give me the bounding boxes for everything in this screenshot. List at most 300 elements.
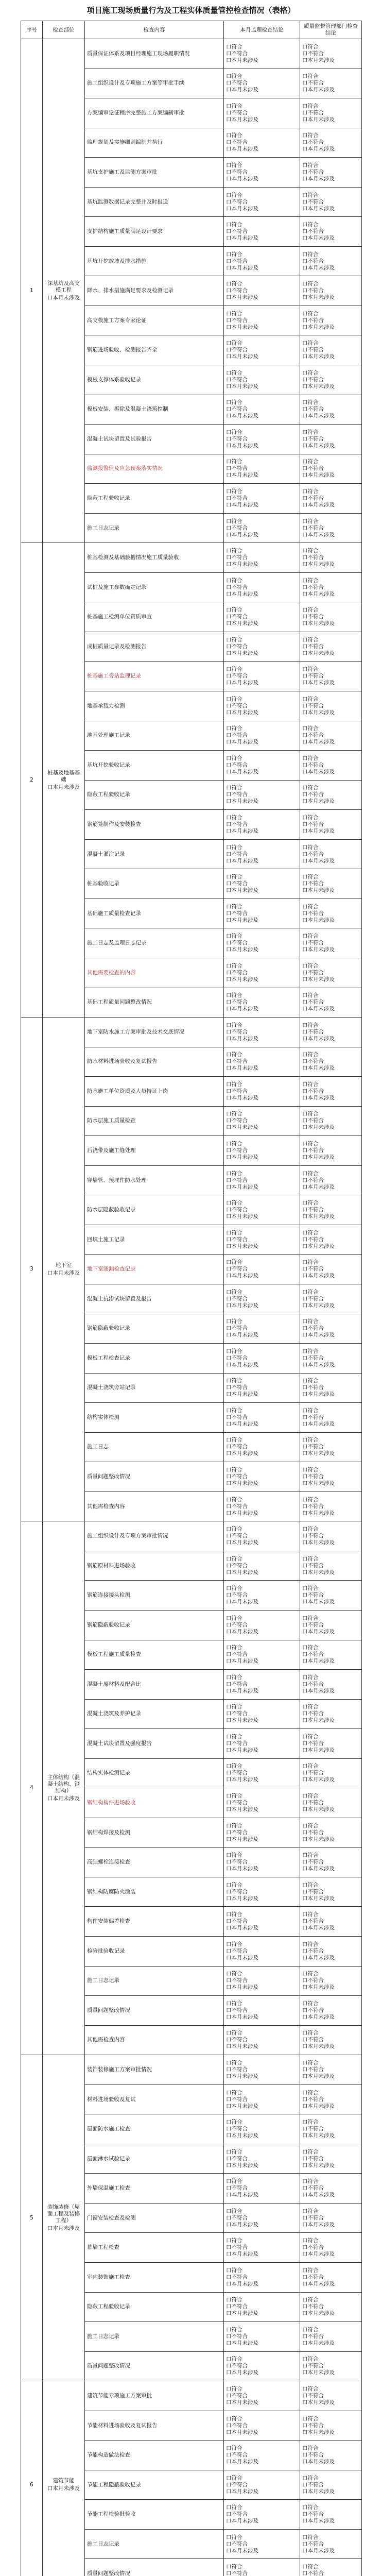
option-checkbox-bad[interactable]: 口不符合 <box>226 1800 248 1806</box>
section-part-option-checkbox[interactable]: 口本月未涉及 <box>47 295 80 301</box>
option-checkbox-ok[interactable]: 口符合 <box>226 2445 242 2452</box>
gov-option-checkbox-na[interactable]: 口本月未涉及 <box>302 709 335 716</box>
option-checkbox-ok[interactable]: 口符合 <box>226 2119 242 2126</box>
gov-option-checkbox-na[interactable]: 口本月未涉及 <box>302 2251 335 2258</box>
gov-option-checkbox-na[interactable]: 口本月未涉及 <box>302 2340 335 2346</box>
gov-option-checkbox-bad[interactable]: 口不符合 <box>302 1236 324 1243</box>
gov-option-checkbox-na[interactable]: 口本月未涉及 <box>302 146 335 152</box>
option-checkbox-ok[interactable]: 口符合 <box>226 518 242 524</box>
gov-option-checkbox-ok[interactable]: 口符合 <box>302 518 319 524</box>
option-checkbox-ok[interactable]: 口符合 <box>226 814 242 821</box>
option-checkbox-ok[interactable]: 口符合 <box>226 1437 242 1444</box>
option-checkbox-ok[interactable]: 口符合 <box>226 2148 242 2155</box>
option-checkbox-ok[interactable]: 口符合 <box>226 1081 242 1088</box>
option-checkbox-na[interactable]: 口本月未涉及 <box>226 1273 258 1279</box>
option-checkbox-na[interactable]: 口本月未涉及 <box>226 1747 258 1753</box>
gov-option-checkbox-bad[interactable]: 口不符合 <box>302 1977 324 1984</box>
gov-option-checkbox-na[interactable]: 口本月未涉及 <box>302 2073 335 2079</box>
gov-option-checkbox-na[interactable]: 口本月未涉及 <box>302 1391 335 1398</box>
option-checkbox-bad[interactable]: 口不符合 <box>226 1414 248 1420</box>
gov-option-checkbox-ok[interactable]: 口符合 <box>302 429 319 435</box>
gov-option-checkbox-bad[interactable]: 口不符合 <box>302 1592 324 1599</box>
gov-option-checkbox-ok[interactable]: 口符合 <box>302 1467 319 1473</box>
option-checkbox-na[interactable]: 口本月未涉及 <box>226 1569 258 1575</box>
gov-option-checkbox-bad[interactable]: 口不符合 <box>302 50 324 57</box>
option-checkbox-na[interactable]: 口本月未涉及 <box>226 768 258 775</box>
option-checkbox-bad[interactable]: 口不符合 <box>226 1740 248 1747</box>
gov-option-checkbox-ok[interactable]: 口符合 <box>302 636 319 643</box>
option-checkbox-na[interactable]: 口本月未涉及 <box>226 472 258 479</box>
option-checkbox-bad[interactable]: 口不符合 <box>226 1859 248 1866</box>
gov-option-checkbox-ok[interactable]: 口符合 <box>302 1615 319 1621</box>
gov-option-checkbox-bad[interactable]: 口不符合 <box>302 2274 324 2280</box>
option-checkbox-ok[interactable]: 口符合 <box>226 962 242 969</box>
gov-option-checkbox-bad[interactable]: 口不符合 <box>302 109 324 116</box>
option-checkbox-na[interactable]: 口本月未涉及 <box>226 1094 258 1101</box>
gov-option-checkbox-na[interactable]: 口本月未涉及 <box>302 1124 335 1131</box>
section-part-option-checkbox[interactable]: 口本月未涉及 <box>47 1795 80 1802</box>
gov-option-checkbox-bad[interactable]: 口不符合 <box>302 406 324 413</box>
gov-option-checkbox-bad[interactable]: 口不符合 <box>302 584 324 590</box>
option-checkbox-na[interactable]: 口本月未涉及 <box>226 1420 258 1427</box>
option-checkbox-bad[interactable]: 口不符合 <box>226 1028 248 1035</box>
gov-option-checkbox-ok[interactable]: 口符合 <box>302 666 319 673</box>
option-checkbox-na[interactable]: 口本月未涉及 <box>226 680 258 686</box>
gov-option-checkbox-bad[interactable]: 口不符合 <box>302 554 324 561</box>
option-checkbox-ok[interactable]: 口符合 <box>226 2000 242 2007</box>
gov-option-checkbox-ok[interactable]: 口符合 <box>302 2385 319 2392</box>
gov-option-checkbox-bad[interactable]: 口不符合 <box>302 910 324 917</box>
gov-option-checkbox-ok[interactable]: 口符合 <box>302 459 319 465</box>
option-checkbox-ok[interactable]: 口符合 <box>226 1407 242 1414</box>
gov-option-checkbox-bad[interactable]: 口不符合 <box>302 1947 324 1954</box>
gov-option-checkbox-bad[interactable]: 口不符合 <box>302 80 324 87</box>
gov-option-checkbox-na[interactable]: 口本月未涉及 <box>302 1420 335 1427</box>
gov-option-checkbox-ok[interactable]: 口符合 <box>302 2445 319 2452</box>
option-checkbox-na[interactable]: 口本月未涉及 <box>226 2459 258 2465</box>
option-checkbox-ok[interactable]: 口符合 <box>226 73 242 80</box>
option-checkbox-ok[interactable]: 口符合 <box>226 1289 242 1295</box>
gov-option-checkbox-bad[interactable]: 口不符合 <box>302 1800 324 1806</box>
gov-option-checkbox-bad[interactable]: 口不符合 <box>302 1295 324 1302</box>
option-checkbox-na[interactable]: 口本月未涉及 <box>226 887 258 894</box>
option-checkbox-bad[interactable]: 口不符合 <box>226 1325 248 1332</box>
gov-option-checkbox-ok[interactable]: 口符合 <box>302 340 319 347</box>
gov-option-checkbox-ok[interactable]: 口符合 <box>302 577 319 584</box>
option-checkbox-na[interactable]: 口本月未涉及 <box>226 175 258 182</box>
gov-option-checkbox-na[interactable]: 口本月未涉及 <box>302 501 335 508</box>
gov-option-checkbox-ok[interactable]: 口符合 <box>302 903 319 910</box>
gov-option-checkbox-na[interactable]: 口本月未涉及 <box>302 590 335 597</box>
option-checkbox-na[interactable]: 口本月未涉及 <box>226 264 258 271</box>
gov-option-checkbox-ok[interactable]: 口符合 <box>302 2238 319 2244</box>
gov-option-checkbox-bad[interactable]: 口不符合 <box>302 1266 324 1273</box>
gov-option-checkbox-na[interactable]: 口本月未涉及 <box>302 235 335 242</box>
gov-option-checkbox-na[interactable]: 口本月未涉及 <box>302 2221 335 2228</box>
option-checkbox-bad[interactable]: 口不符合 <box>226 2363 248 2369</box>
gov-option-checkbox-na[interactable]: 口本月未涉及 <box>302 2043 335 2050</box>
option-checkbox-bad[interactable]: 口不符合 <box>226 376 248 383</box>
option-checkbox-bad[interactable]: 口不符合 <box>226 406 248 413</box>
gov-option-checkbox-bad[interactable]: 口不符合 <box>302 1028 324 1035</box>
gov-option-checkbox-ok[interactable]: 口符合 <box>302 488 319 495</box>
option-checkbox-ok[interactable]: 口符合 <box>226 577 242 584</box>
gov-option-checkbox-na[interactable]: 口本月未涉及 <box>302 1599 335 1605</box>
option-checkbox-ok[interactable]: 口符合 <box>226 103 242 109</box>
gov-option-checkbox-bad[interactable]: 口不符合 <box>302 1117 324 1124</box>
gov-option-checkbox-na[interactable]: 口本月未涉及 <box>302 383 335 389</box>
gov-option-checkbox-na[interactable]: 口本月未涉及 <box>302 1717 335 1724</box>
gov-option-checkbox-bad[interactable]: 口不符合 <box>302 1444 324 1450</box>
gov-option-checkbox-na[interactable]: 口本月未涉及 <box>302 2103 335 2109</box>
option-checkbox-ok[interactable]: 口符合 <box>226 369 242 376</box>
gov-option-checkbox-ok[interactable]: 口符合 <box>302 310 319 317</box>
gov-option-checkbox-bad[interactable]: 口不符合 <box>302 168 324 175</box>
gov-option-checkbox-ok[interactable]: 口符合 <box>302 1289 319 1295</box>
gov-option-checkbox-bad[interactable]: 口不符合 <box>302 228 324 235</box>
gov-option-checkbox-ok[interactable]: 口符合 <box>302 1378 319 1384</box>
gov-option-checkbox-ok[interactable]: 口符合 <box>302 1585 319 1592</box>
option-checkbox-ok[interactable]: 口符合 <box>226 2089 242 2096</box>
option-checkbox-na[interactable]: 口本月未涉及 <box>226 1776 258 1783</box>
gov-option-checkbox-ok[interactable]: 口符合 <box>302 962 319 969</box>
option-checkbox-na[interactable]: 口本月未涉及 <box>226 1895 258 1902</box>
option-checkbox-bad[interactable]: 口不符合 <box>226 198 248 205</box>
option-checkbox-ok[interactable]: 口符合 <box>226 1763 242 1770</box>
gov-option-checkbox-na[interactable]: 口本月未涉及 <box>302 650 335 656</box>
option-checkbox-ok[interactable]: 口符合 <box>226 903 242 910</box>
gov-option-checkbox-na[interactable]: 口本月未涉及 <box>302 1539 335 1546</box>
gov-option-checkbox-bad[interactable]: 口不符合 <box>302 2096 324 2103</box>
option-checkbox-na[interactable]: 口本月未涉及 <box>226 976 258 982</box>
option-checkbox-na[interactable]: 口本月未涉及 <box>226 383 258 389</box>
gov-option-checkbox-na[interactable]: 口本月未涉及 <box>302 116 335 123</box>
option-checkbox-bad[interactable]: 口不符合 <box>226 1710 248 1717</box>
gov-option-checkbox-ok[interactable]: 口符合 <box>302 1763 319 1770</box>
gov-option-checkbox-bad[interactable]: 口不符合 <box>302 2570 324 2576</box>
gov-option-checkbox-ok[interactable]: 口符合 <box>302 1911 319 1918</box>
option-checkbox-ok[interactable]: 口符合 <box>226 1259 242 1266</box>
gov-option-checkbox-na[interactable]: 口本月未涉及 <box>302 531 335 538</box>
option-checkbox-na[interactable]: 口本月未涉及 <box>226 1984 258 1991</box>
gov-option-checkbox-na[interactable]: 口本月未涉及 <box>302 1302 335 1309</box>
gov-option-checkbox-ok[interactable]: 口符合 <box>302 2267 319 2274</box>
option-checkbox-ok[interactable]: 口符合 <box>226 1882 242 1888</box>
option-checkbox-bad[interactable]: 口不符合 <box>226 2126 248 2132</box>
gov-option-checkbox-ok[interactable]: 口符合 <box>302 1407 319 1414</box>
gov-option-checkbox-ok[interactable]: 口符合 <box>302 1229 319 1236</box>
option-checkbox-na[interactable]: 口本月未涉及 <box>226 2369 258 2376</box>
option-checkbox-na[interactable]: 口本月未涉及 <box>226 353 258 360</box>
option-checkbox-bad[interactable]: 口不符合 <box>226 228 248 235</box>
option-checkbox-na[interactable]: 口本月未涉及 <box>226 709 258 716</box>
gov-option-checkbox-bad[interactable]: 口不符合 <box>302 1710 324 1717</box>
option-checkbox-bad[interactable]: 口不符合 <box>226 1088 248 1094</box>
option-checkbox-bad[interactable]: 口不符合 <box>226 554 248 561</box>
gov-option-checkbox-ok[interactable]: 口符合 <box>302 2148 319 2155</box>
gov-option-checkbox-na[interactable]: 口本月未涉及 <box>302 1836 335 1842</box>
gov-option-checkbox-bad[interactable]: 口不符合 <box>302 1888 324 1895</box>
option-checkbox-na[interactable]: 口本月未涉及 <box>226 1539 258 1546</box>
gov-option-checkbox-bad[interactable]: 口不符合 <box>302 1503 324 1510</box>
option-checkbox-bad[interactable]: 口不符合 <box>226 821 248 827</box>
option-checkbox-bad[interactable]: 口不符合 <box>226 584 248 590</box>
option-checkbox-ok[interactable]: 口符合 <box>226 2267 242 2274</box>
option-checkbox-bad[interactable]: 口不符合 <box>226 1236 248 1243</box>
gov-option-checkbox-na[interactable]: 口本月未涉及 <box>302 561 335 568</box>
option-checkbox-bad[interactable]: 口不符合 <box>226 1681 248 1687</box>
option-checkbox-na[interactable]: 口本月未涉及 <box>226 1836 258 1842</box>
option-checkbox-ok[interactable]: 口符合 <box>226 1348 242 1354</box>
gov-option-checkbox-na[interactable]: 口本月未涉及 <box>302 1747 335 1753</box>
option-checkbox-ok[interactable]: 口符合 <box>226 459 242 465</box>
option-checkbox-bad[interactable]: 口不符合 <box>226 1473 248 1480</box>
gov-option-checkbox-bad[interactable]: 口不符合 <box>302 2066 324 2073</box>
option-checkbox-bad[interactable]: 口不符合 <box>226 2333 248 2340</box>
option-checkbox-na[interactable]: 口本月未涉及 <box>226 146 258 152</box>
gov-option-checkbox-na[interactable]: 口本月未涉及 <box>302 1895 335 1902</box>
gov-option-checkbox-bad[interactable]: 口不符合 <box>302 1681 324 1687</box>
option-checkbox-bad[interactable]: 口不符合 <box>226 702 248 709</box>
option-checkbox-ok[interactable]: 口符合 <box>226 696 242 702</box>
option-checkbox-bad[interactable]: 口不符合 <box>226 1384 248 1391</box>
option-checkbox-na[interactable]: 口本月未涉及 <box>226 413 258 419</box>
option-checkbox-na[interactable]: 口本月未涉及 <box>226 2073 258 2079</box>
gov-option-checkbox-ok[interactable]: 口符合 <box>302 2119 319 2126</box>
gov-option-checkbox-ok[interactable]: 口符合 <box>302 281 319 287</box>
gov-option-checkbox-bad[interactable]: 口不符合 <box>302 1621 324 1628</box>
gov-option-checkbox-ok[interactable]: 口符合 <box>302 933 319 940</box>
option-checkbox-na[interactable]: 口本月未涉及 <box>226 1717 258 1724</box>
gov-option-checkbox-na[interactable]: 口本月未涉及 <box>302 946 335 953</box>
option-checkbox-bad[interactable]: 口不符合 <box>226 2303 248 2310</box>
gov-option-checkbox-na[interactable]: 口本月未涉及 <box>302 1569 335 1575</box>
option-checkbox-ok[interactable]: 口符合 <box>226 340 242 347</box>
option-checkbox-na[interactable]: 口本月未涉及 <box>226 1361 258 1368</box>
gov-option-checkbox-ok[interactable]: 口符合 <box>302 874 319 880</box>
option-checkbox-bad[interactable]: 口不符合 <box>226 435 248 442</box>
option-checkbox-na[interactable]: 口本月未涉及 <box>226 827 258 834</box>
option-checkbox-na[interactable]: 口本月未涉及 <box>226 2251 258 2258</box>
option-checkbox-ok[interactable]: 口符合 <box>226 1822 242 1829</box>
option-checkbox-ok[interactable]: 口符合 <box>226 844 242 851</box>
option-checkbox-na[interactable]: 口本月未涉及 <box>226 1006 258 1012</box>
option-checkbox-ok[interactable]: 口符合 <box>226 1022 242 1028</box>
gov-option-checkbox-na[interactable]: 口本月未涉及 <box>302 472 335 479</box>
option-checkbox-bad[interactable]: 口不符合 <box>226 1562 248 1569</box>
option-checkbox-ok[interactable]: 口符合 <box>226 2385 242 2392</box>
gov-option-checkbox-bad[interactable]: 口不符合 <box>302 880 324 887</box>
gov-option-checkbox-bad[interactable]: 口不符合 <box>302 702 324 709</box>
option-checkbox-bad[interactable]: 口不符合 <box>226 969 248 976</box>
gov-option-checkbox-ok[interactable]: 口符合 <box>302 1645 319 1651</box>
option-checkbox-ok[interactable]: 口符合 <box>226 1496 242 1503</box>
option-checkbox-ok[interactable]: 口符合 <box>226 2326 242 2333</box>
option-checkbox-bad[interactable]: 口不符合 <box>226 880 248 887</box>
option-checkbox-na[interactable]: 口本月未涉及 <box>226 1480 258 1487</box>
option-checkbox-ok[interactable]: 口符合 <box>226 2564 242 2570</box>
gov-option-checkbox-ok[interactable]: 口符合 <box>302 1496 319 1503</box>
option-checkbox-ok[interactable]: 口符合 <box>226 1467 242 1473</box>
gov-option-checkbox-bad[interactable]: 口不符合 <box>302 1562 324 1569</box>
gov-option-checkbox-na[interactable]: 口本月未涉及 <box>302 768 335 775</box>
gov-option-checkbox-ok[interactable]: 口符合 <box>302 2326 319 2333</box>
option-checkbox-bad[interactable]: 口不符合 <box>226 2274 248 2280</box>
gov-option-checkbox-bad[interactable]: 口不符合 <box>302 1414 324 1420</box>
option-checkbox-bad[interactable]: 口不符合 <box>226 2185 248 2192</box>
option-checkbox-na[interactable]: 口本月未涉及 <box>226 739 258 745</box>
gov-option-checkbox-bad[interactable]: 口不符合 <box>302 495 324 501</box>
section-part-option-checkbox[interactable]: 口本月未涉及 <box>47 2225 80 2232</box>
gov-option-checkbox-na[interactable]: 口本月未涉及 <box>302 2162 335 2168</box>
option-checkbox-bad[interactable]: 口不符合 <box>226 1058 248 1065</box>
gov-option-checkbox-bad[interactable]: 口不符合 <box>302 2185 324 2192</box>
gov-option-checkbox-na[interactable]: 口本月未涉及 <box>302 1006 335 1012</box>
option-checkbox-bad[interactable]: 口不符合 <box>226 2511 248 2518</box>
option-checkbox-na[interactable]: 口本月未涉及 <box>226 1332 258 1338</box>
option-checkbox-ok[interactable]: 口符合 <box>226 1318 242 1325</box>
option-checkbox-ok[interactable]: 口符合 <box>226 1052 242 1058</box>
gov-option-checkbox-na[interactable]: 口本月未涉及 <box>302 887 335 894</box>
gov-option-checkbox-bad[interactable]: 口不符合 <box>302 2007 324 2013</box>
option-checkbox-ok[interactable]: 口符合 <box>226 132 242 139</box>
gov-option-checkbox-bad[interactable]: 口不符合 <box>302 1651 324 1658</box>
gov-option-checkbox-na[interactable]: 口本月未涉及 <box>302 827 335 834</box>
option-checkbox-na[interactable]: 口本月未涉及 <box>226 531 258 538</box>
gov-option-checkbox-bad[interactable]: 口不符合 <box>302 1829 324 1836</box>
gov-option-checkbox-ok[interactable]: 口符合 <box>302 1111 319 1117</box>
option-checkbox-na[interactable]: 口本月未涉及 <box>226 2340 258 2346</box>
gov-option-checkbox-na[interactable]: 口本月未涉及 <box>302 57 335 63</box>
gov-option-checkbox-na[interactable]: 口本月未涉及 <box>302 1065 335 1072</box>
option-checkbox-bad[interactable]: 口不符合 <box>226 1918 248 1925</box>
option-checkbox-na[interactable]: 口本月未涉及 <box>226 1391 258 1398</box>
option-checkbox-na[interactable]: 口本月未涉及 <box>226 1510 258 1516</box>
gov-option-checkbox-bad[interactable]: 口不符合 <box>302 139 324 146</box>
gov-option-checkbox-bad[interactable]: 口不符合 <box>302 317 324 324</box>
gov-option-checkbox-na[interactable]: 口本月未涉及 <box>302 2459 335 2465</box>
gov-option-checkbox-bad[interactable]: 口不符合 <box>302 465 324 472</box>
gov-option-checkbox-ok[interactable]: 口符合 <box>302 844 319 851</box>
option-checkbox-na[interactable]: 口本月未涉及 <box>226 1154 258 1160</box>
gov-option-checkbox-na[interactable]: 口本月未涉及 <box>302 413 335 419</box>
option-checkbox-ok[interactable]: 口符合 <box>226 785 242 791</box>
gov-option-checkbox-ok[interactable]: 口符合 <box>302 725 319 732</box>
gov-option-checkbox-na[interactable]: 口本月未涉及 <box>302 1361 335 1368</box>
gov-option-checkbox-bad[interactable]: 口不符合 <box>302 732 324 739</box>
option-checkbox-bad[interactable]: 口不符合 <box>226 940 248 946</box>
gov-option-checkbox-ok[interactable]: 口符合 <box>302 1733 319 1740</box>
gov-option-checkbox-na[interactable]: 口本月未涉及 <box>302 2132 335 2139</box>
gov-option-checkbox-na[interactable]: 口本月未涉及 <box>302 680 335 686</box>
gov-option-checkbox-na[interactable]: 口本月未涉及 <box>302 1776 335 1783</box>
option-checkbox-na[interactable]: 口本月未涉及 <box>226 2043 258 2050</box>
gov-option-checkbox-ok[interactable]: 口符合 <box>302 103 319 109</box>
gov-option-checkbox-bad[interactable]: 口不符合 <box>302 524 324 531</box>
option-checkbox-na[interactable]: 口本月未涉及 <box>226 590 258 597</box>
gov-option-checkbox-na[interactable]: 口本月未涉及 <box>302 87 335 93</box>
option-checkbox-na[interactable]: 口本月未涉及 <box>226 2488 258 2495</box>
gov-option-checkbox-na[interactable]: 口本月未涉及 <box>302 1658 335 1665</box>
gov-option-checkbox-ok[interactable]: 口符合 <box>302 222 319 228</box>
option-checkbox-na[interactable]: 口本月未涉及 <box>226 324 258 330</box>
option-checkbox-na[interactable]: 口本月未涉及 <box>226 1450 258 1457</box>
option-checkbox-bad[interactable]: 口不符合 <box>226 2452 248 2459</box>
gov-option-checkbox-bad[interactable]: 口不符合 <box>302 1473 324 1480</box>
option-checkbox-ok[interactable]: 口符合 <box>226 607 242 614</box>
option-checkbox-ok[interactable]: 口符合 <box>226 43 242 50</box>
option-checkbox-ok[interactable]: 口符合 <box>226 2030 242 2037</box>
option-checkbox-na[interactable]: 口本月未涉及 <box>226 2132 258 2139</box>
option-checkbox-na[interactable]: 口本月未涉及 <box>226 2429 258 2435</box>
gov-option-checkbox-ok[interactable]: 口符合 <box>302 1200 319 1207</box>
option-checkbox-ok[interactable]: 口符合 <box>226 1793 242 1800</box>
gov-option-checkbox-bad[interactable]: 口不符合 <box>302 2452 324 2459</box>
option-checkbox-ok[interactable]: 口符合 <box>226 2297 242 2303</box>
gov-option-checkbox-ok[interactable]: 口符合 <box>302 73 319 80</box>
option-checkbox-ok[interactable]: 口符合 <box>226 1733 242 1740</box>
option-checkbox-na[interactable]: 口本月未涉及 <box>226 2192 258 2198</box>
option-checkbox-bad[interactable]: 口不符合 <box>226 1117 248 1124</box>
option-checkbox-bad[interactable]: 口不符合 <box>226 1533 248 1539</box>
option-checkbox-bad[interactable]: 口不符合 <box>226 465 248 472</box>
gov-option-checkbox-na[interactable]: 口本月未涉及 <box>302 294 335 301</box>
option-checkbox-na[interactable]: 口本月未涉及 <box>226 2280 258 2287</box>
gov-option-checkbox-ok[interactable]: 口符合 <box>302 1141 319 1147</box>
option-checkbox-na[interactable]: 口本月未涉及 <box>226 1124 258 1131</box>
option-checkbox-bad[interactable]: 口不符合 <box>226 1829 248 1836</box>
option-checkbox-na[interactable]: 口本月未涉及 <box>226 294 258 301</box>
gov-option-checkbox-na[interactable]: 口本月未涉及 <box>302 1806 335 1813</box>
option-checkbox-ok[interactable]: 口符合 <box>226 1911 242 1918</box>
option-checkbox-bad[interactable]: 口不符合 <box>226 1354 248 1361</box>
option-checkbox-bad[interactable]: 口不符合 <box>226 2037 248 2043</box>
option-checkbox-bad[interactable]: 口不符合 <box>226 1592 248 1599</box>
gov-option-checkbox-na[interactable]: 口本月未涉及 <box>302 620 335 627</box>
option-checkbox-na[interactable]: 口本月未涉及 <box>226 2013 258 2020</box>
option-checkbox-bad[interactable]: 口不符合 <box>226 673 248 680</box>
option-checkbox-bad[interactable]: 口不符合 <box>226 761 248 768</box>
gov-option-checkbox-bad[interactable]: 口不符合 <box>302 2303 324 2310</box>
gov-option-checkbox-na[interactable]: 口本月未涉及 <box>302 1183 335 1190</box>
gov-option-checkbox-na[interactable]: 口本月未涉及 <box>302 205 335 212</box>
option-checkbox-ok[interactable]: 口符合 <box>226 2208 242 2214</box>
gov-option-checkbox-na[interactable]: 口本月未涉及 <box>302 2547 335 2554</box>
option-checkbox-bad[interactable]: 口不符合 <box>226 851 248 857</box>
option-checkbox-na[interactable]: 口本月未涉及 <box>226 116 258 123</box>
gov-option-checkbox-bad[interactable]: 口不符合 <box>302 2540 324 2547</box>
gov-option-checkbox-na[interactable]: 口本月未涉及 <box>302 917 335 923</box>
gov-option-checkbox-na[interactable]: 口本月未涉及 <box>302 353 335 360</box>
option-checkbox-ok[interactable]: 口符合 <box>226 1555 242 1562</box>
gov-option-checkbox-na[interactable]: 口本月未涉及 <box>302 857 335 864</box>
gov-option-checkbox-ok[interactable]: 口符合 <box>302 1704 319 1710</box>
option-checkbox-na[interactable]: 口本月未涉及 <box>226 650 258 656</box>
gov-option-checkbox-ok[interactable]: 口符合 <box>302 1971 319 1977</box>
option-checkbox-na[interactable]: 口本月未涉及 <box>226 1925 258 1931</box>
option-checkbox-bad[interactable]: 口不符合 <box>226 2007 248 2013</box>
option-checkbox-ok[interactable]: 口符合 <box>226 2059 242 2066</box>
option-checkbox-na[interactable]: 口本月未涉及 <box>226 1213 258 1220</box>
option-checkbox-na[interactable]: 口本月未涉及 <box>226 798 258 805</box>
option-checkbox-ok[interactable]: 口符合 <box>226 399 242 406</box>
option-checkbox-na[interactable]: 口本月未涉及 <box>226 2310 258 2317</box>
gov-option-checkbox-na[interactable]: 口本月未涉及 <box>302 1628 335 1635</box>
gov-option-checkbox-ok[interactable]: 口符合 <box>302 607 319 614</box>
option-checkbox-ok[interactable]: 口符合 <box>226 2534 242 2540</box>
gov-option-checkbox-bad[interactable]: 口不符合 <box>302 1147 324 1154</box>
option-checkbox-bad[interactable]: 口不符合 <box>226 2214 248 2221</box>
